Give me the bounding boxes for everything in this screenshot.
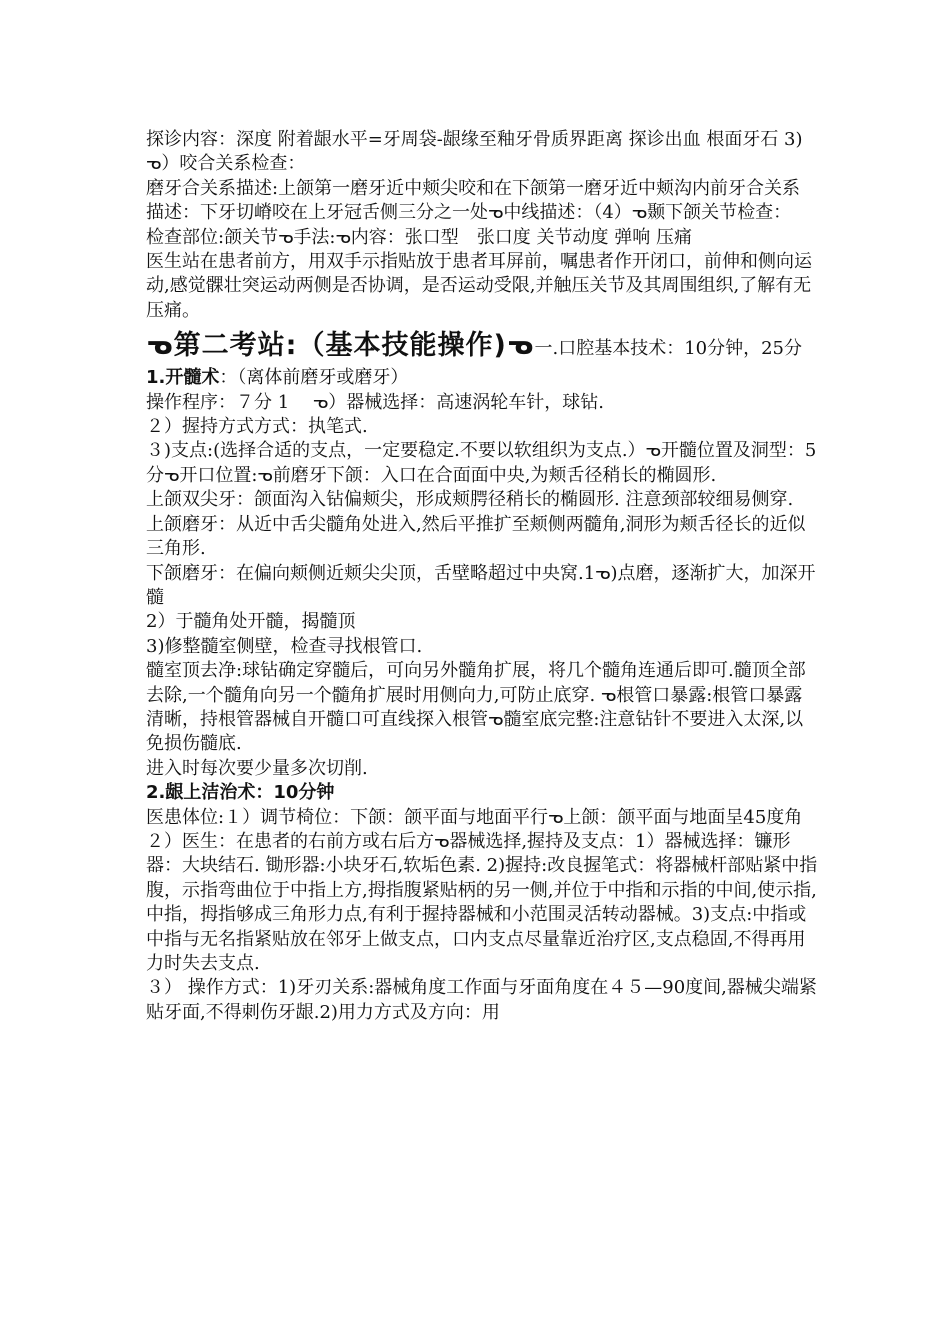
section-2-title: ᓀ第二考站:（基本技能操作)ᓀ: [146, 330, 535, 362]
item-1-heading: [146, 366, 818, 390]
document-page: [146, 128, 818, 1025]
item-2-line: ２）医生：在患者的右前方或右后方ᓀ器械选择,握持及支点：1）器械选择：镰形器：大块结石. 锄形器:小块牙石,软垢色素. 2)握持:改良握笔式：将器械杆部贴紧中指腹，示指弯曲位于中指上方,拇指腹紧贴柄的另一侧,并位于中指和示指的中间,使示指,中指，拇指够成三角形力点,有利于握持器械和小范围灵活转动器械。3)支点:中指或中指与无名指紧贴放在邻牙上做支点，口内支点尽量靠近治疗区,支点稳固,不得再用力时失去支点.: [146, 830, 818, 974]
item-1-line: 3)修整髓室侧壁，检查寻找根管口.: [146, 635, 423, 657]
item-1-line: 下颌磨牙：在偏向颊侧近颊尖尖顶，舌壁略超过中央窝.1ᓀ)点磨，逐渐扩大，加深开髓: [146, 562, 816, 608]
item-1-line: ３)支点:(选择合适的支点，一定要稳定.不要以软组织为支点.）ᓀ开髓位置及洞型：5分ᓀ开口位置:ᓀ前磨牙下颌：入口在合面面中央,为颊舌径稍长的椭圆形.: [146, 440, 817, 486]
item-1-line: 上颌磨牙：从近中舌尖髓角处进入,然后平推扩至颊侧两髓角,洞形为颊舌径长的近似三角形.: [146, 513, 806, 560]
item-1-line: 2）于髓角处开髓，揭髓顶: [146, 611, 356, 633]
paragraph-occlusion: 磨牙合关系描述:上颌第一磨牙近中颊尖咬和在下颌第一磨牙近中颊沟内前牙合关系描述：下牙切嵴咬在上牙冠舌侧三分之一处ᓀ中线描述：（4）ᓀ颞下颌关节检查：: [146, 177, 801, 224]
paragraph-probing: 探诊内容：深度 附着龈水平=牙周袋-龈缘至釉牙骨质界距离 探诊出血 根面牙石 3)ᓀ）咬合关系检查：: [146, 129, 803, 175]
section-2-subtitle: 一.口腔基本技术：10分钟，25分: [534, 338, 803, 360]
item-1-line: ２）握持方式方式：执笔式.: [146, 416, 368, 438]
paragraph-tmj-exam: 检查部位:颌关节ᓀ手法:ᓀ内容：张口型 张口度 关节动度 弹响 压痛: [146, 226, 692, 248]
paragraph-doctor-position: 医生站在患者前方，用双手示指贴放于患者耳屏前，嘱患者作开闭口，前伸和侧向运动,感觉髁壮突运动两侧是否协调，是否运动受限,并触压关节及其周围组织,了解有无压痛。: [146, 251, 812, 321]
item-1-title: 1.开髓术: [146, 367, 220, 389]
item-1-line: 操作程序：７分 1 ᓀ）器械选择：高速涡轮车针，球钻.: [146, 391, 604, 413]
item-2-line: ３） 操作方式：1)牙刃关系:器械角度工作面与牙面角度在４５—90度间,器械尖端紧贴牙面,不得刺伤牙龈.2)用力方式及方向：用: [146, 977, 817, 1023]
item-1-line: 上颌双尖牙：颌面沟入钻偏颊尖，形成颊腭径稍长的椭圆形. 注意颈部较细易侧穿.: [146, 489, 794, 511]
item-1-line: 进入时每次要少量多次切削.: [146, 757, 368, 779]
item-1-line: 髓室顶去净:球钻确定穿髓后，可向另外髓角扩展，将几个髓角连通后即可.髓顶全部去除,一个髓角向另一个髓角扩展时用侧向力,可防止底穿. ᓀ根管口暴露:根管口暴露清晰，持根管器械自开髓口可直线探入根管ᓀ髓室底完整:注意钻针不要进入太深,以免损伤髓底.: [146, 660, 806, 755]
item-2-heading: 2.龈上洁治术：10分钟: [146, 782, 335, 804]
section-2-heading: [146, 329, 818, 366]
item-2-line: 医患体位:１）调节椅位：下颌：颌平面与地面平行ᓀ上颌：颌平面与地面呈45度角: [146, 806, 803, 828]
item-1-title-suffix: ：（离体前磨牙或磨牙）: [219, 367, 409, 389]
